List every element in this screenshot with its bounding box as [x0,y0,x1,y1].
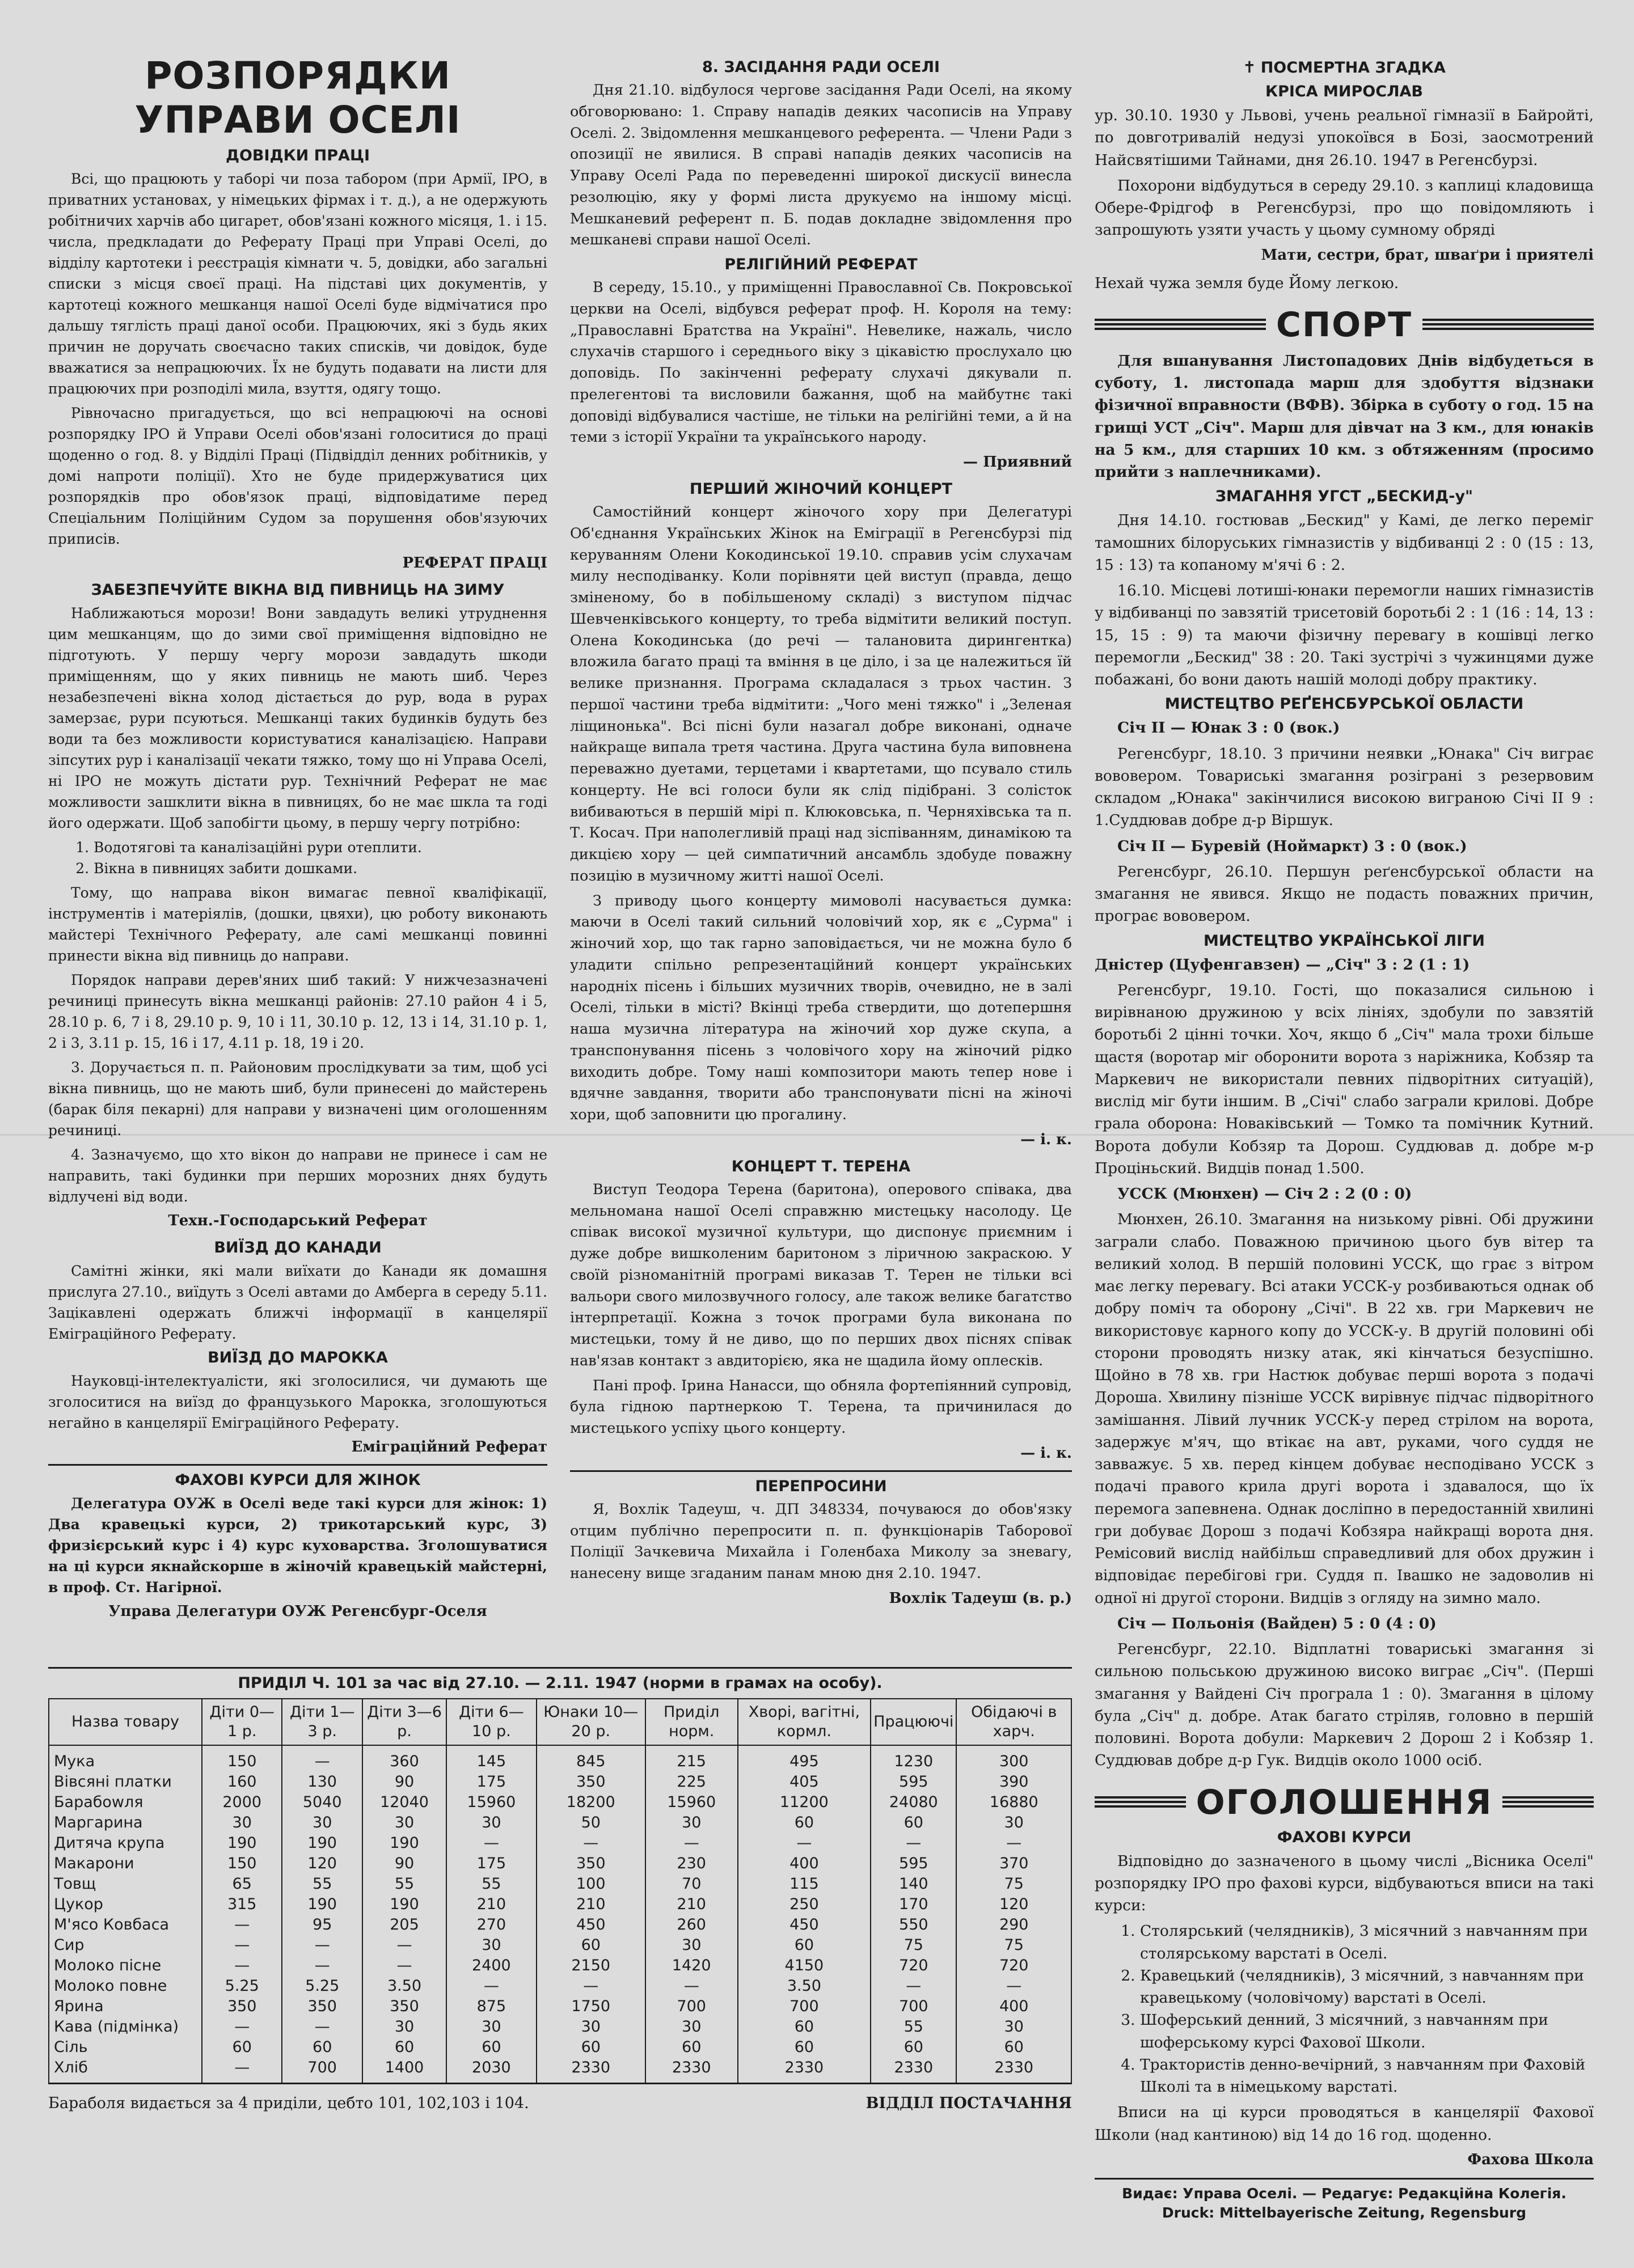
table-cell: — [738,1833,871,1854]
supply-department: ВІДДІЛ ПОСТАЧАННЯ [865,2094,1072,2112]
table-cell: — [645,1976,738,1996]
table-cell: 60 [537,2037,645,2058]
table-cell: 3.50 [738,1976,871,1996]
table-row [49,2017,1071,2037]
table-cell: 75 [871,1935,956,1956]
table-cell: 360 [362,1745,446,1772]
table-cell: 30 [956,2017,1071,2037]
table-row [49,1996,1071,2017]
table-cell: 260 [645,1915,738,1935]
table-cell: — [282,1935,362,1956]
table-body [49,1745,1071,2084]
table-cell: 18200 [537,1792,645,1813]
product-name: Товщ [49,1874,202,1894]
table-cell: 2000 [202,1792,282,1813]
ads-title: ОГОЛОШЕННЯ [1196,1782,1493,1822]
paragraph: З приводу цього концерту мимоволі насувається думка: маючи в Оселі такий сильний чоловічий хор, як є „Сурма" і жіночий хор, що так гарно заповідається, чи не можна було б уладити спільно репрезентаційний концерт українських народніх пісень і більших музичних творів, очевидно, не в залі Оселі, тільки в місті? Вкінці треба ствердити, що дотепершня наша музична література на жіночий хор дуже скупа, а транспонування пісень з чоловічого хору на жіночий рідко виходить добре. Тому наші композитори мають тепер нове і вдячне завдання, творити або транспонувати пісні на жіночі хори, щоб заповнити цю прогалину. [570,892,1072,1123]
table-cell: — [202,1956,282,1976]
product-name: Дитяча крупа [49,1833,202,1854]
table-cell: 700 [871,1996,956,2017]
table-cell: — [537,1833,645,1854]
heading-apology: ПЕРЕПРОСИНИ [755,1477,887,1495]
table-row [49,2037,1071,2058]
table-cell: 55 [446,1874,537,1894]
table-cell: 60 [871,2037,956,2058]
table-cell: 60 [871,1813,956,1833]
product-name: Сир [49,1935,202,1956]
table-cell: 175 [446,1854,537,1874]
table-cell: 60 [645,2037,738,2058]
table-cell: 175 [446,1772,537,1792]
product-name: Вівсяні платки [49,1772,202,1792]
table-cell: 11200 [738,1792,871,1813]
table-row [49,1792,1071,1813]
table-cell: 30 [202,1813,282,1833]
table-cell: 400 [738,1854,871,1874]
paragraph: Рівночасно пригадується, що всі непрацюючі на основі розпорядку ІРО й Управи Оселі обов'язані голоситися до праці щоденно о год. 8. у Відділі Праці (Підвідділ денних робітників, у домі напроти поліції). Хто не буде придержуватися цих розпорядків про обов'язок праці, відповідатиме перед Спеціальним Поліційним Судом за порушення обов'язуючих приписів. [48,405,547,547]
table-cell: 90 [362,1772,446,1792]
divider [48,1464,547,1466]
table-cell: 30 [645,1813,738,1833]
table-cell: 120 [956,1894,1071,1915]
table-cell: 90 [362,1854,446,1874]
table-cell: 270 [446,1915,537,1935]
table-cell: 15960 [446,1792,537,1813]
paragraph: Дня 21.10. відбулося чергове засідання Ради Оселі, на якому обговорювано: 1. Справу нападів деяких часописів на Управу Оселі. 2. Звідомлення мешканцевого референта. — Члени Ради з опозиції не явилися. В справі нападів деяких часописів на Управу Оселі Рада по переведенні широкої дискусії винесла резолюцію, яку у формі листа друкуємо на іншому місці. Мешканевий референт п. Б. подав докладне звідомлення про мешканеві справи нашої Оселі. [570,82,1072,249]
table-cell: 5.25 [202,1976,282,1996]
table-cell: — [202,2058,282,2084]
table-cell: 875 [446,1996,537,2017]
table-cell: 2330 [537,2058,645,2084]
paragraph: Тому, що направа вікон вимагає певної кваліфікації, інструментів і матеріялів, (дошки, цвяхи), цю роботу виконають майстері Технічного Реферату, але самі мешканці повинні принести вікна від пивниць до направи. [48,885,547,964]
paragraph: Всі, що працюють у таборі чи поза табором (при Армії, ІРО, в приватних установах, у німецьких фірмах і т. д.), а не одержують робітничих харчів або цигарет, обов'язані кожного місяця, 1. і 15. числа, предкладати до Реферату Праці при Управі Оселі, до відділу картотеки і реєстрація кімнати ч. 5, довідки, або загальні списки з місця своєї праці. На підставі цих документів, у картотеці кожного мешканця нашої Оселі буде відмічатися про дальшу тяглість праці даної особи. Працюючих, які з будь яких причин не доручать своєчасно таких списків, чи довідок, буде вважатися за непрацюючих. Їх не будуть подавати на листи для працюючих при розподілі мила, взуття, одягу тощо. [48,171,547,397]
table-cell: 1400 [362,2058,446,2084]
paragraph: Наближаються морози! Вони завдадуть великі утруднення цим мешканцям, що до зими свої приміщення відповідно не підготують. У першу чергу морози завдадуть шкоди приміщенням, що у яких пивниць не мають шиб. Через незабезпечені вікна холод дістається до рур, вода в рурах замерзає, рури псуються. Мешканці таких будинків будуть без води та без можливости користуватися каналізацією. Направи зіпсутих рур і каналізації чекати тяжко, тому що ні Управа Оселі, ні ІРО не можуть дістати рур. Технічний Реферат не має можливости зашклити вікна в пивницях, бо не має шкла та годі його одержати. Щоб запобігти цьому, в першу чергу потрібно: [48,605,547,831]
paragraph: Делегатура ОУЖ в Оселі веде такі курси для жінок: 1) Два кравецькі курси, 2) трикотарський курс, 3) фризієрський курс і 4) курс куховарства. Зголошуватися на ці курси якнайскорше в жіночій кравецькій майстерні, в проф. Ст. Нагірної. [48,1495,547,1596]
signature: Управа Делегатури ОУЖ Регенсбург-Оселя [108,1603,487,1620]
list-item: 2. Кравецький (челядників), 3 місячний, з навчанням при кравецькому (чоловічому) варстаті в Оселі. [1140,1965,1594,2009]
table-cell: 720 [871,1956,956,1976]
signature: Вохлік Тадеуш (в. р.) [889,1589,1072,1607]
table-cell: — [282,2017,362,2037]
table-cell: — [202,1915,282,1935]
heading-women-courses: ФАХОВІ КУРСИ ДЛЯ ЖІНОК [175,1471,421,1489]
table-row [49,1915,1071,1935]
divider [570,1470,1072,1472]
table-cell: 60 [446,2037,537,2058]
heading-windows: ЗАБЕЗПЕЧУЙТЕ ВІКНА ВІД ПИВНИЦЬ НА ЗИМУ [91,581,505,599]
paragraph: Пані проф. Ірина Нанасси, що обняла фортепіянний супровід, була гідною партнеркою Т. Терена, та причинилася до мистецького успіху цього концерту. [570,1377,1072,1437]
table-cell: 1230 [871,1745,956,1772]
table-row [49,1894,1071,1915]
table-cell: 190 [202,1833,282,1854]
table-cell: 405 [738,1772,871,1792]
column-header: Діти 0—1 р. [202,1699,282,1745]
column-header: Працюючі [871,1699,956,1745]
table-cell: 845 [537,1745,645,1772]
table-cell: 30 [446,2017,537,2037]
divider [48,1667,1072,1669]
ads-banner [1095,1784,1594,1821]
column-header: Назва товару [49,1699,202,1745]
table-cell: 700 [738,1996,871,2017]
windows-list [48,837,547,879]
table-row [49,1874,1071,1894]
match-result: УССК (Мюнхен) — Січ 2 : 2 (0 : 0) [1117,1185,1412,1203]
paragraph: 16.10. Місцеві лотиші-юнаки перемогли наших гімназистів у відбиванці по завзятій трисетовій боротьбі 2 : 1 (16 : 14, 13 : 15, 15 : 9) та маючи фізичну перевагу в кошівці легко перемогли „Бескид" 38 : 20. Такі зустрічі з чужинцями дуже побажані, бо вони дають нашій молоді добру практику. [1095,582,1594,688]
table-cell: 370 [956,1854,1071,1874]
table-cell: 2400 [446,1956,537,1976]
table-cell: 60 [738,2017,871,2037]
table-cell: 30 [362,1813,446,1833]
ration-footnote [48,2094,1072,2112]
table-cell: 95 [282,1915,362,1935]
product-name: М'ясо Ковбаса [49,1915,202,1935]
column-header: Приділ норм. [645,1699,738,1745]
imprint [1095,2178,1594,2223]
banner-stripes [1095,319,1266,331]
courses-list [1095,1920,1594,2098]
footnote-text: Бараболя видається за 4 приділи, цебто 101, 102,103 і 104. [48,2094,529,2112]
heading-regensburg-region: МИСТЕЦТВО РЕҐЕНСБУРСЬКОЇ ОБЛАСТИ [1164,695,1524,713]
table-cell: 300 [956,1745,1071,1772]
table-cell: 170 [871,1894,956,1915]
table-cell: 2330 [956,2058,1071,2084]
table-cell: 215 [645,1745,738,1772]
banner-stripes [1422,319,1594,331]
sport-banner [1095,304,1594,345]
list-item: 2. Вікна в пивницях забити дошками. [94,858,547,879]
table-cell: 30 [446,1813,537,1833]
column-right [1095,54,1594,2223]
table-cell: 60 [362,2037,446,2058]
column-header: Обідаючі в харч. [956,1699,1071,1745]
product-name: Макарони [49,1854,202,1874]
table-cell: 24080 [871,1792,956,1813]
table-row [49,1745,1071,1772]
signature: Фахова Школа [1467,2151,1594,2168]
column-header: Юнаки 10—20 р. [537,1699,645,1745]
match-result: Січ II — Юнак 3 : 0 (вок.) [1117,719,1340,737]
paragraph: Самостійний концерт жіночого хору при Делегатурі Об'єднання Українських Жінок на Еміграції в Регенсбурзі під керуванням Олени Кокодинської 19.10. справив усім слухачам милу несподіванку. Коли порівняти цей виступ (правда, дещо зміненому, бо в побільшеному складі) з виступом підчас Шевченківського концерту, то треба відмітити великий поступ. Олена Кокодинська (до речі — талановита дирингентка) вложила багато праці та вміння в це діло, і за це належиться їй велике признання. Програма складалася з трьох частин. З першої частини треба відмітити: „Чого мені тяжко" і „Зеленая ліщинонька". Всі пісні були назагал добре виконані, одначе найкраще випала третя частина. Друга частина була виповнена переважно дуетами, терцетами і квартетами, що псувало стиль концерту. Не всі голоси були як слід підібрані. З солісток вибиваються в першій мірі п. Клюковська, п. Черняхівська та п. Т. Косач. При наполегливій праці над зіспіванням, динамікою та дикцією хору — цей симпатичний ансамбль здобуде поважну позицію в музичному житті нашої Оселі. [570,503,1072,885]
table-cell: 65 [202,1874,282,1894]
table-cell: — [956,1833,1071,1854]
table-row [49,1935,1071,1956]
paragraph: Виступ Теодора Терена (баритона), оперового співака, два мельномана нашої Оселі справжню мистецьку насолоду. Це співак високої музичної культури, що диспонує приємним і дуже добре вишколеним баритоном з ліричною закраскою. У своїй різноманітній програмі виказав Т. Терен не тільки всі вальори свого милозвучного голосу, але також велике багатство інтерпретації. Кожна з точок програми була виконана по мистецьки, тому й не диво, що по перших двох піснях співак нав'язав контакт з авдиторією, яка не щадила йому оплесків. [570,1180,1072,1369]
match-result: Січ — Польонія (Вайден) 5 : 0 (4 : 0) [1117,1614,1437,1632]
table-cell: 1750 [537,1996,645,2017]
product-name: Маргарина [49,1813,202,1833]
table-cell: 60 [202,2037,282,2058]
table-cell: 3.50 [362,1976,446,1996]
table-row [49,2058,1071,2084]
table-cell: 2330 [871,2058,956,2084]
table-cell: 495 [738,1745,871,1772]
paragraph: Вписи на ці курси проводяться в канцелярії Фахової Школи (над кантиною) від 14 до 16 год. щоденно. [1095,2104,1594,2144]
table-row [49,1854,1071,1874]
heading-work-certificates: ДОВІДКИ ПРАЦІ [225,147,370,164]
paragraph: ур. 30.10. 1930 у Львові, учень реальної гімназії в Байройті, по довготривалій недузі упокоївся в Бозі, заосмотрений Найсвятішими Тайнами, дня 26.10. 1947 в Регенсбурзі. [1095,107,1594,169]
table-cell: 2330 [645,2058,738,2084]
table-row [49,1772,1071,1792]
table-cell: 160 [202,1772,282,1792]
table-cell: 75 [956,1874,1071,1894]
table-cell: 290 [956,1915,1071,1935]
table-cell: 50 [537,1813,645,1833]
heading-ukrainian-league: МИСТЕЦТВО УКРАЇНСЬКОЇ ЛІГИ [1204,932,1485,950]
ration-table [48,1698,1072,2084]
match-result: Дністер (Цуфенгавзен) — „Січ" 3 : 2 (1 : 1) [1095,955,1470,974]
paragraph: В середу, 15.10., у приміщенні Православної Св. Покровської церкви на Оселі, відбувся реферат проф. Н. Короля на тему: „Православні Братства на Україні". Невелике, нажаль, число слухачів старшого і середнього віку з цікавістю прослухало цю доповідь. По закінченні реферату слухачі дякували п. прелегентові та висловили бажання, щоб на майбутнє такі доповіді відбувалися частіше, не тільки на релігійні теми, а й на теми з історії України та українського народу. [570,279,1072,446]
table-cell: 210 [537,1894,645,1915]
table-cell: 140 [871,1874,956,1894]
table-cell: 230 [645,1854,738,1874]
heading-morocco: ВИЇЗД ДО МАРОККА [208,1349,388,1366]
banner-stripes [1095,1796,1186,1809]
list-item: 1. Водотягові та каналізаційні рури отеплити. [94,837,547,858]
table-cell: 595 [871,1772,956,1792]
table-cell: 450 [738,1915,871,1935]
table-cell: 4150 [738,1956,871,1976]
table-cell: 390 [956,1772,1071,1792]
table-cell: — [202,2017,282,2037]
table-cell: — [446,1833,537,1854]
page-fold [0,1134,1634,1136]
column-header: Діти 1—3 р. [282,1699,362,1745]
table-cell: 150 [202,1854,282,1874]
ration-table-block [48,1661,1072,2112]
table-cell: 30 [282,1813,362,1833]
product-name: Молоко пісне [49,1956,202,1976]
signature: Еміграційний Реферат [351,1438,547,1455]
cross-icon: ✝ [1243,58,1256,77]
table-cell: 700 [282,2058,362,2084]
paragraph: Мюнхен, 26.10. Змагання на низькому рівні. Обі дружини заграли слабо. Поважною причиною цього був вітер та великий холод. В першій половині УССК, що грає з вітром має легку перевагу. Всі атаки УССК-у розбиваються однак об добру поміч та оборону „Січі". В 22 хв. гри Маркевич не використовує карного копу до УССК-у. В другій половині обі сторони проводять низку атак, які кінчаться безуспішно. Щойно в 78 хв. гри Настюк добуває перші ворота з подачі Дороша. Хвилину пізніше УССК вирівнує підчас підворітного замішання. Лівий лучник УССК-у перед стрілом на ворота, задержує м'яч, що втікає на авт, руками, чого суддя не завважує. 5 хв. перед кінцем добуває несподівано УССК з подачі правого крила другі ворота і здавалося, що їх перемога запевнена. Однак досліпно в передостанній хвилині гри добуває Дорош з подачі Кобзяра найкращі ворота дня. Ремісовий вислід найбільш справедливий для обох дружин і відповідає перебігові гри. Суддя п. Івашко не задоволив ні одної ні другої сторони. Видців з огляду на зимно мало. [1095,1211,1594,1607]
table-row [49,1833,1071,1854]
table-cell: — [446,1976,537,1996]
table-cell: 120 [282,1854,362,1874]
table-cell: 60 [738,1813,871,1833]
table-cell: 350 [362,1996,446,2017]
table-cell: 350 [202,1996,282,2017]
imprint-printer: Druck: Mittelbayerische Zeitung, Regensburg [1162,2204,1527,2221]
paragraph: Похорони відбудуться в середу 29.10. з каплиці кладовища Обере-Фрідгоф в Регенсбурзі, про що повідомляють і запрошують узяти участь у цьому сумному обряді [1095,176,1594,239]
product-name: Кава (підмінка) [49,2017,202,2037]
product-name: Мука [49,1745,202,1772]
table-cell: 12040 [362,1792,446,1813]
column-header: Діти 6—10 р. [446,1699,537,1745]
ration-title: ПРИДІЛ Ч. 101 за час від 27.10. — 2.11. 1947 (норми в грамах на особу). [238,1674,883,1692]
table-cell: 190 [362,1894,446,1915]
signature: — і. к. [1020,1444,1072,1462]
product-name: Барабоwля [49,1792,202,1813]
table-cell: — [871,1976,956,1996]
paragraph: Порядок направи дерев'яних шиб такий: У нижчезазначені речиниці принесуть вікна мешканці районів: 27.10 район 4 і 5, 28.10 р. 6, 7 і 8, 29.10 р. 9, 10 і 11, 30.10 р. 12, 13 і 14, 31.10 р. 1, 2 і 3, 3.11 р. 15, 16 і 17, 4.11 р. 18, 19 і 20. [48,972,547,1051]
table-cell: 205 [362,1915,446,1935]
list-item: 4. Трактористів денно-вечірний, з навчанням при Фаховій Школі та в німецькому варстаті. [1140,2054,1594,2098]
product-name: Сіль [49,2037,202,2058]
table-cell: — [871,1833,956,1854]
masthead: РОЗПОРЯДКИ УПРАВИ ОСЕЛІ [134,54,461,142]
heading-teren-concert: КОНЦЕРТ Т. ТЕРЕНА [731,1157,911,1175]
column-header: Хворі, вагітні, кормл. [738,1699,871,1745]
heading-religious: РЕЛІГІЙНИЙ РЕФЕРАТ [724,256,918,273]
table-cell: 2150 [537,1956,645,1976]
obituary-signers: Мати, сестри, брат, шваґри і приятелі [1261,246,1594,264]
table-cell: 210 [446,1894,537,1915]
banner-stripes [1502,1796,1594,1809]
table-cell: 100 [537,1874,645,1894]
table-cell: 55 [282,1874,362,1894]
column-left [48,54,547,1628]
table-cell: 150 [202,1745,282,1772]
table-cell: 1420 [645,1956,738,1976]
table-cell: 2030 [446,2058,537,2084]
paragraph: Регенсбург, 26.10. Першун реґенсбурської области на змагання не явився. Якщо не подасть поважних причин, програє вововером. [1095,862,1594,925]
table-cell: 350 [282,1996,362,2017]
paragraph: 4. Зазначуємо, що хто вікон до направи не принесе і сам не направить, такі будинки при перших морозних днях будуть відлучені від води. [48,1146,547,1205]
table-cell: 75 [956,1935,1071,1956]
product-name: Молоко повне [49,1976,202,1996]
table-cell: 595 [871,1854,956,1874]
table-row [49,1956,1071,1976]
list-item: 3. Шоферський денний, 3 місячний, з навчанням при шоферському курсі Фахової Школи. [1140,2009,1594,2054]
paragraph: 3. Доручається п. п. Районовим прослідкувати за тим, щоб усі вікна пивниць, що не мають шиб, були принесені до майстерень (барак біля пекарні) для направи у визначені цим оголошенням речиниці. [48,1059,547,1139]
table-cell: 30 [446,1935,537,1956]
heading-canada: ВИЇЗД ДО КАНАДИ [214,1239,382,1256]
table-cell: — [645,1833,738,1854]
table-cell: 400 [956,1996,1071,2017]
paragraph: Регенсбург, 22.10. Відплатні товариські змагання зі сильною польською дружиною високо виграє „Січ". (Перші змагання у Вайдені Січ програла 1 : 0). Змагання в цілому була „Січ" д. добре. Атак багато стріляв, головно в першій половині. Ворота добули: Маркевич 2 Дорош 2 і Кобзяр 1. Суддював добре д-р Гук. Видців около 1000 осіб. [1095,1640,1594,1770]
paragraph: Регенсбург, 19.10. Гості, що показалися сильною і вирівнаною дружиною у всіх лініях, здобули по завзятій боротьбі 2 цінні точки. Хоч, якщо б „Січ" мала трохи більше щастя (воротар міг оборонити ворота з наріжника, Кобзяр та Маркевич не використали певних підворітних ситуацій), вислід міг бути іншим. В „Січі" слабо заграли крилові. Добре грала оборона: Новаківський — Томко та помічник Кутний. Ворота добули Кобзяр та Дорош. Суддював д. добре м-р Проціньский. Видців понад 1.500. [1095,981,1594,1177]
table-cell: 130 [282,1772,362,1792]
table-cell: 16880 [956,1792,1071,1813]
signature: — і. к. [1020,1131,1072,1148]
table-cell: — [282,1956,362,1976]
sport-title: СПОРТ [1276,304,1413,345]
heading-council-meeting: 8. ЗАСІДАННЯ РАДИ ОСЕЛІ [702,58,940,76]
table-cell: 2330 [738,2058,871,2084]
table-cell: 30 [645,1935,738,1956]
table-cell: 5.25 [282,1976,362,1996]
table-cell: 30 [537,2017,645,2037]
table-cell: 15960 [645,1792,738,1813]
table-cell: 70 [645,1874,738,1894]
table-cell: — [362,1935,446,1956]
table-cell: 720 [956,1956,1071,1976]
obituary-title: ПОСМЕРТНА ЗГАДКА [1260,59,1446,77]
column-middle [570,54,1072,1615]
heading-beskyd: ЗМАГАННЯ УГСТ „БЕСКИД-у" [1215,488,1473,506]
table-cell: 225 [645,1772,738,1792]
table-cell: 190 [282,1833,362,1854]
table-cell: — [362,1956,446,1976]
obituary-closing: Нехай чужа земля буде Йому легкою. [1095,274,1399,292]
signature: РЕФЕРАТ ПРАЦІ [402,555,547,572]
product-name: Хліб [49,2058,202,2084]
list-item: 1. Столярський (челядників), 3 місячний з навчанням при столярському варстаті в Оселі. [1140,1920,1594,1965]
table-cell: 145 [446,1745,537,1772]
table-cell: 30 [362,2017,446,2037]
match-result: Січ II — Буревій (Ноймаркт) 3 : 0 (вок.) [1117,837,1467,855]
paragraph: Самітні жінки, які мали виїхати до Канади як домашня прислуга 27.10., виїдуть з Оселі автами до Амберга в середу 5.11. Зацікавлені одержать ближчі інформації в канцелярії Еміграційного Реферату. [48,1263,547,1342]
paragraph: Дня 14.10. гостював „Бескид" у Камі, де легко переміг тамошних білоруських гімназистів у відбиванці 2 : 0 (15 : 13, 15 : 13) та копаному м'ячі 6 : 2. [1095,511,1594,574]
signature: — Приявний [963,454,1072,471]
table-cell: — [282,1745,362,1772]
table-cell: 30 [645,2017,738,2037]
signature: Техн.-Господарський Реферат [168,1212,428,1229]
table-cell: 210 [645,1894,738,1915]
table-cell: 450 [537,1915,645,1935]
table-row [49,1976,1071,1996]
heading-vocational-courses: ФАХОВІ КУРСИ [1277,1828,1412,1846]
paragraph: Регенсбург, 18.10. З причини неявки „Юнака" Січ виграє вововером. Товариські змагання розіграні з резервовим складом „Юнака" закінчилися високою виграною Січі II 9 : 1.Суддював добре д-р Віршук. [1095,744,1594,830]
table-cell: 250 [738,1894,871,1915]
table-cell: 55 [362,1874,446,1894]
table-header-row [49,1699,1071,1745]
table-row [49,1813,1071,1833]
table-cell: — [956,1976,1071,1996]
table-cell: 5040 [282,1792,362,1813]
paragraph: Для вшанування Листопадових Днів відбудеться в суботу, 1. листопада марш для здобуття відзнаки фізичної вправности (ВФВ). Збірка в суботу о год. 15 на грищі УСТ „Січ". Марш для дівчат на 3 км., для юнаків на 5 км., для старших 10 км. з обтяженням (просимо прийти з наплечниками). [1095,352,1594,481]
table-cell: 190 [362,1833,446,1854]
table-cell: 60 [537,1935,645,1956]
heading-obituary [1095,57,1594,78]
paragraph: Відповідно до зазначеного в цьому числі „Вісника Оселі" розпорядку ІРО про фахові курси, відбуваються вписи на такі курси: [1095,1852,1594,1914]
table-cell: — [537,1976,645,1996]
product-name: Цукор [49,1894,202,1915]
table-cell: 315 [202,1894,282,1915]
table-cell: 190 [282,1894,362,1915]
table-cell: 60 [738,1935,871,1956]
table-cell: 30 [956,1813,1071,1833]
heading-womens-concert: ПЕРШИЙ ЖІНОЧИЙ КОНЦЕРТ [689,480,953,498]
table-cell: 55 [871,2017,956,2037]
table-cell: 350 [537,1854,645,1874]
table-cell: 700 [645,1996,738,2017]
table-cell: 550 [871,1915,956,1935]
imprint-publisher: Видає: Управа Оселі. — Редагує: Редакційна Колегія. [1122,2185,1567,2202]
table-cell: 60 [956,2037,1071,2058]
product-name: Ярина [49,1996,202,2017]
table-cell: — [202,1935,282,1956]
table-cell: 60 [282,2037,362,2058]
table-cell: 60 [738,2037,871,2058]
paragraph: Я, Вохлік Тадеуш, ч. ДП 348334, почуваюся до обов'язку отцим публічно перепросити п. п. функціонарів Таборової Поліції Зачкевича Михайла і Голенбаха Миколу за зневагу, нанесену вище згаданим панам мною дня 2.10. 1947. [570,1500,1072,1582]
column-header: Діти 3—6 р. [362,1699,446,1745]
table-cell: 115 [738,1874,871,1894]
table-cell: 350 [537,1772,645,1792]
paragraph: Науковці-інтелектуалісти, які зголосилися, чи думають ще зголоситися на виїзд до французького Марокка, зголошуються негайно в канцелярії Еміграційного Реферату. [48,1373,547,1431]
obituary-name: КРІСА МИРОСЛАВ [1265,83,1423,100]
